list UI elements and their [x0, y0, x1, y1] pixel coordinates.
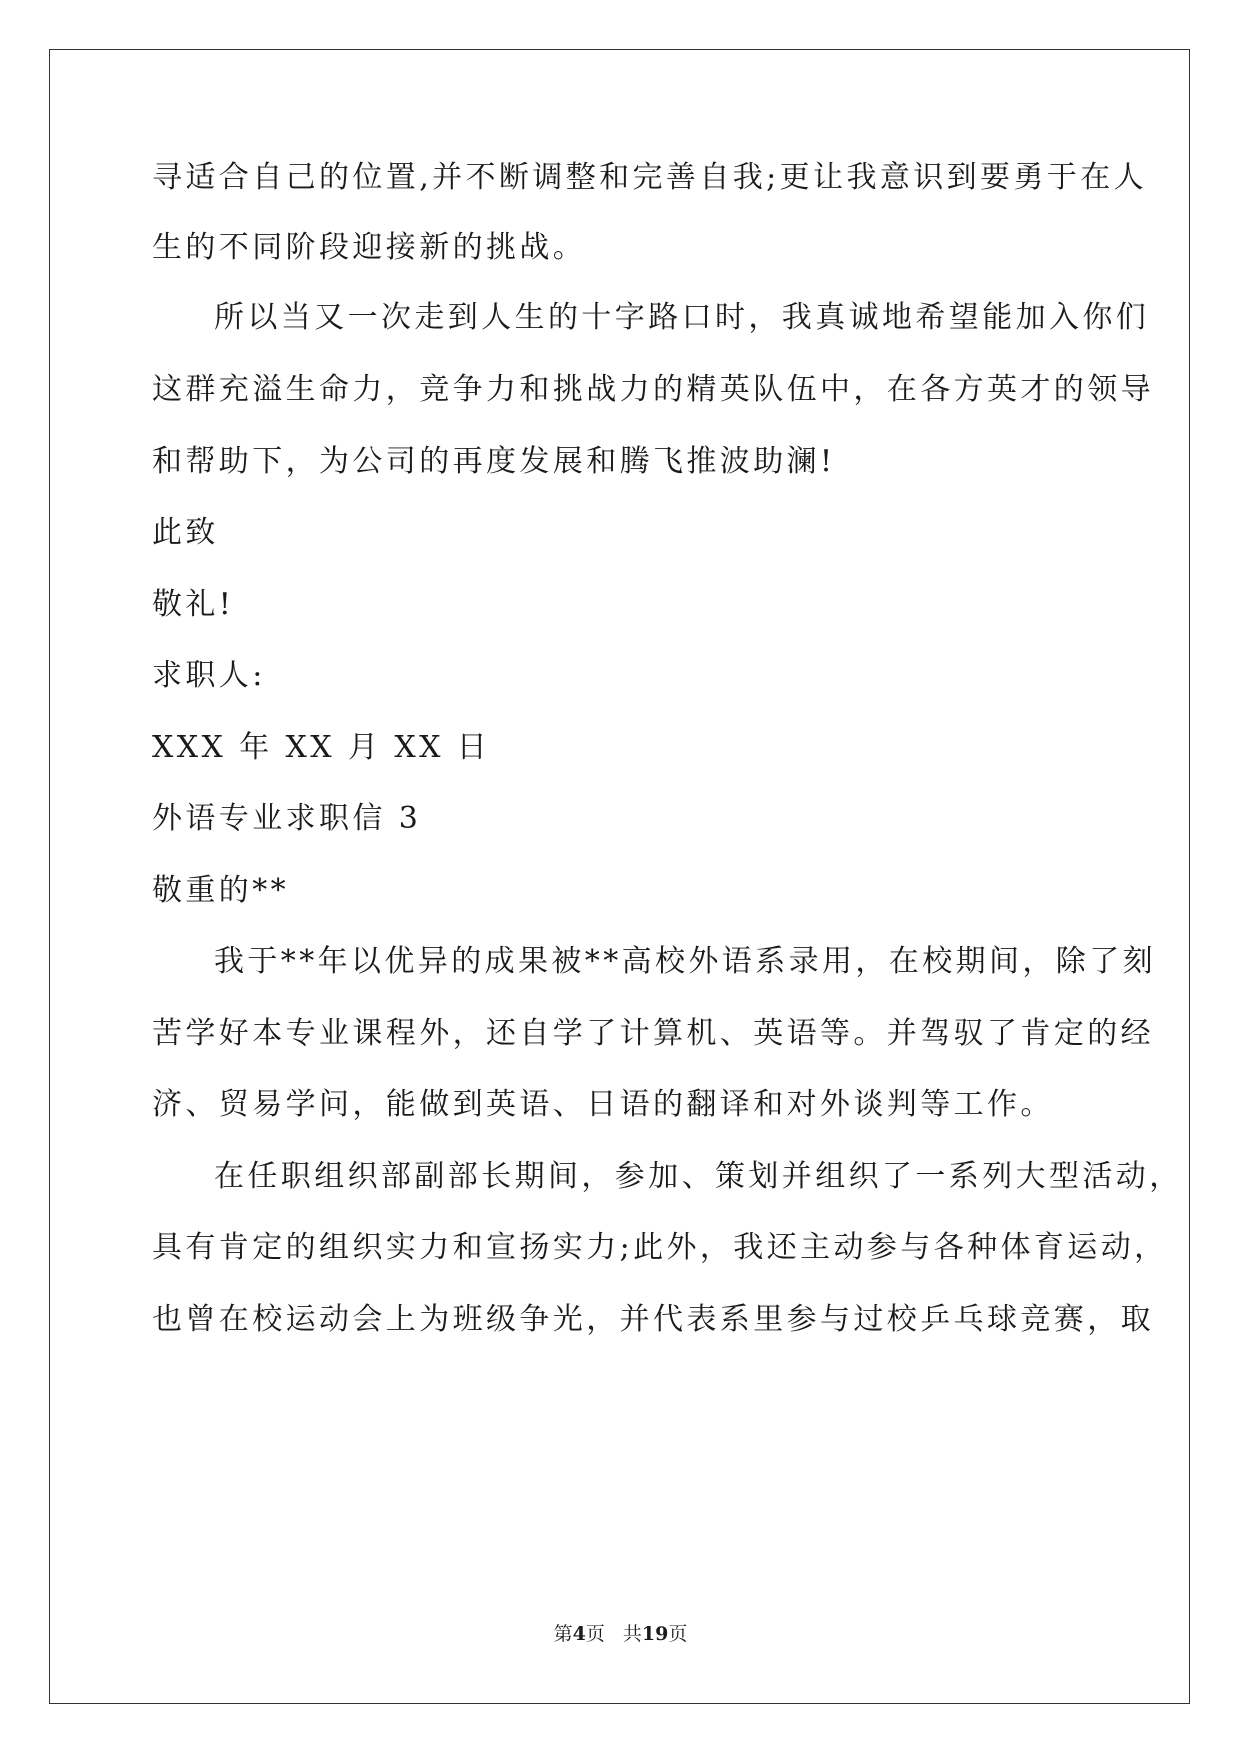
text-line: 济、贸易学问，能做到英语、日语的翻译和对外谈判等工作。: [152, 1087, 1054, 1122]
closing-line: 敬礼!: [152, 587, 235, 622]
paragraph-start-line: 所以当又一次走到人生的十字路口时，我真诚地希望能加入你们: [214, 300, 1150, 335]
text-line: 寻适合自己的位置,并不断调整和完善自我;更让我意识到要勇于在人: [152, 160, 1148, 195]
footer-total-suffix: 页: [668, 1623, 688, 1645]
text-line: 这群充溢生命力，竞争力和挑战力的精英队伍中，在各方英才的领导: [152, 372, 1154, 407]
paragraph-start-line: 我于**年以优异的成果被**高校外语系录用，在校期间，除了刻: [214, 944, 1156, 979]
text-line: 苦学好本专业课程外，还自学了计算机、英语等。并驾驭了肯定的经: [152, 1016, 1154, 1051]
paragraph-start-line: 在任职组织部副部长期间，参加、策划并组织了一系列大型活动，: [214, 1159, 1183, 1194]
section-title: 外语专业求职信 3: [152, 801, 422, 836]
text-line: 也曾在校运动会上为班级争光，并代表系里参与过校乒乓球竞赛，取: [152, 1302, 1154, 1337]
footer-page-prefix: 第: [553, 1623, 573, 1645]
text-line: 和帮助下，为公司的再度发展和腾飞推波助澜!: [152, 444, 836, 479]
text-line: 生的不同阶段迎接新的挑战。: [152, 230, 587, 265]
salutation-line: 此致: [152, 515, 219, 550]
page-footer: [0, 1622, 1241, 1646]
footer-page-current: 4: [572, 1623, 586, 1645]
applicant-line: 求职人:: [152, 658, 266, 693]
text-line: 具有肯定的组织实力和宣扬实力;此外，我还主动参与各种体育运动，: [152, 1230, 1168, 1265]
greeting-line: 敬重的**: [152, 873, 289, 908]
footer-total-prefix: 共: [622, 1623, 642, 1645]
footer-page-suffix: 页: [585, 1623, 605, 1645]
date-line: XXX 年 XX 月 XX 日: [152, 730, 491, 765]
footer-page-total: 19: [641, 1623, 669, 1645]
